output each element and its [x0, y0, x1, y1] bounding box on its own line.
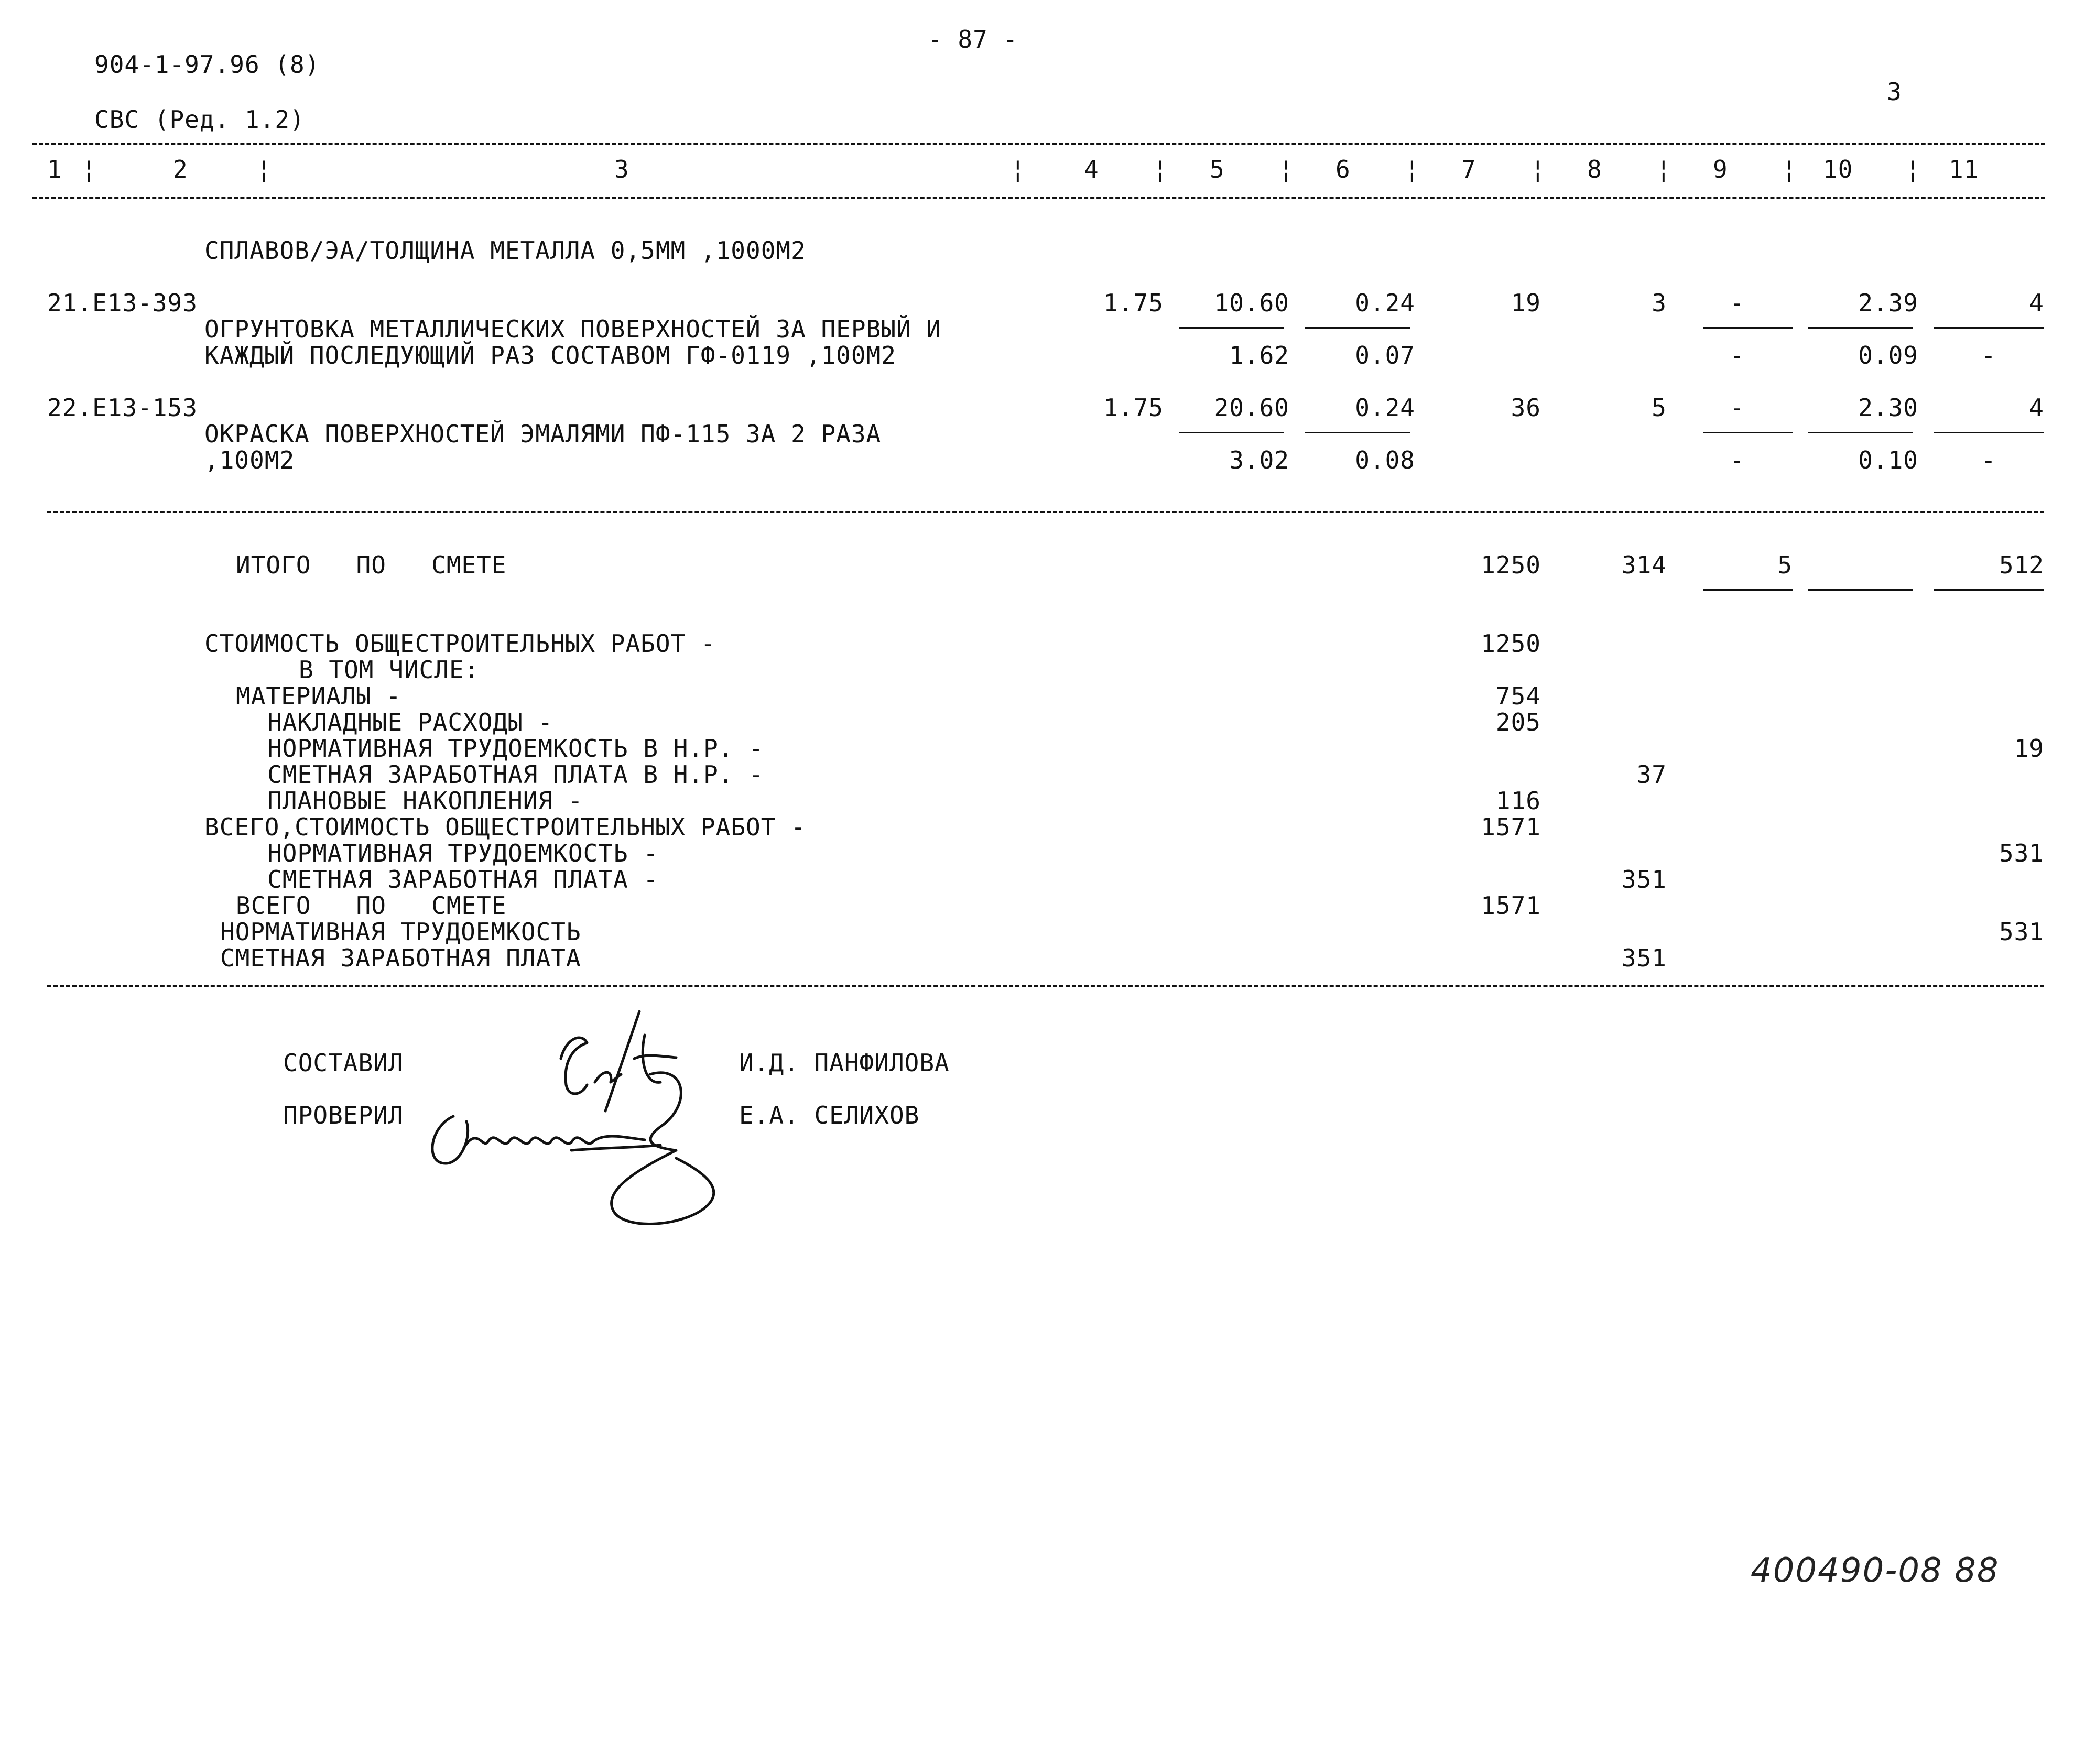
summary-c8: 351	[1621, 944, 1667, 972]
col-sep: ¦	[1656, 155, 1671, 183]
cell-c8: 5	[1652, 394, 1667, 422]
col-header-3: 3	[614, 155, 629, 183]
cell-c4: 1.75	[1103, 394, 1164, 422]
col-sep: ¦	[1153, 155, 1168, 183]
cell-c11-sub: -	[1981, 341, 1996, 369]
total-rule	[1703, 589, 1793, 591]
summary-c8: 37	[1636, 760, 1667, 789]
subtotal-rule	[1305, 327, 1410, 329]
item-description: ,100М2	[204, 446, 295, 474]
col-sep: ¦	[1279, 155, 1294, 183]
cell-c7: 36	[1511, 394, 1541, 422]
subtotal-rule	[1305, 432, 1410, 433]
col-sep: ¦	[1906, 155, 1921, 183]
col-sep: ¦	[257, 155, 272, 183]
summary-label: НОРМАТИВНАЯ ТРУДОЕМКОСТЬ В Н.Р. -	[267, 734, 764, 763]
summary-c7: 116	[1495, 787, 1541, 815]
cell-c9: -	[1730, 289, 1745, 317]
summary-label: НОРМАТИВНАЯ ТРУДОЕМКОСТЬ -	[267, 839, 659, 867]
summary-c11: 19	[2014, 734, 2044, 763]
cell-c10-sub: 0.09	[1858, 341, 1918, 369]
header-top-rule	[32, 143, 2045, 145]
item-code: 21.Е13-393	[47, 289, 198, 317]
sheet-number: 3	[1887, 78, 1902, 106]
cell-c9-sub: -	[1730, 341, 1745, 369]
summary-label: СТОИМОСТЬ ОБЩЕСТРОИТЕЛЬНЫХ РАБОТ -	[204, 629, 716, 658]
summary-label: НАКЛАДНЫЕ РАСХОДЫ -	[267, 708, 553, 736]
section-rule	[47, 511, 2044, 513]
cell-c5: 10.60	[1214, 289, 1289, 317]
item-code: 22.Е13-153	[47, 394, 198, 422]
total-rule	[1808, 589, 1913, 591]
header-bottom-rule	[32, 197, 2045, 199]
col-sep: ¦	[1011, 155, 1026, 183]
doc-code: 904-1-97.96 (8)	[94, 50, 320, 79]
cell-c7: 19	[1511, 289, 1541, 317]
compiled-by-label: СОСТАВИЛ	[283, 1049, 404, 1077]
summary-label: ВСЕГО,СТОИМОСТЬ ОБЩЕСТРОИТЕЛЬНЫХ РАБОТ -	[204, 813, 806, 841]
summary-c11: 531	[1999, 839, 2044, 867]
col-sep: ¦	[1530, 155, 1546, 183]
col-header-4: 4	[1084, 155, 1099, 183]
total-c9: 5	[1777, 551, 1793, 579]
subtotal-rule	[1934, 327, 2044, 329]
handwritten-signature	[414, 990, 791, 1232]
cell-c9-sub: -	[1730, 446, 1745, 474]
cell-c11: 4	[2029, 289, 2044, 317]
total-rule	[1934, 589, 2044, 591]
col-header-1: 1	[47, 155, 62, 183]
cell-c6: 0.24	[1355, 394, 1415, 422]
col-sep: ¦	[1782, 155, 1797, 183]
col-header-6: 6	[1335, 155, 1351, 183]
col-header-2: 2	[173, 155, 188, 183]
compiled-by-name: И.Д. ПАНФИЛОВА	[739, 1049, 950, 1077]
col-header-7: 7	[1461, 155, 1476, 183]
program-version: СВС (Ред. 1.2)	[94, 105, 305, 134]
summary-label: СМЕТНАЯ ЗАРАБОТНАЯ ПЛАТА В Н.Р. -	[267, 760, 764, 789]
cell-c10: 2.30	[1858, 394, 1918, 422]
page-number: - 87 -	[928, 25, 1018, 53]
col-header-10: 10	[1823, 155, 1853, 183]
subtotal-rule	[1934, 432, 2044, 433]
cell-c10-sub: 0.10	[1858, 446, 1918, 474]
cell-c4: 1.75	[1103, 289, 1164, 317]
subtotal-rule	[1703, 327, 1793, 329]
subtotal-rule	[1703, 432, 1793, 433]
summary-c7: 1571	[1481, 891, 1541, 920]
col-header-11: 11	[1949, 155, 1979, 183]
total-label: ИТОГО ПО СМЕТЕ	[236, 551, 507, 579]
checked-by-name: Е.А. СЕЛИХОВ	[739, 1101, 920, 1129]
cell-c6-sub: 0.07	[1355, 341, 1415, 369]
summary-label: МАТЕРИАЛЫ -	[236, 682, 401, 710]
item-description: ОКРАСКА ПОВЕРХНОСТЕЙ ЭМАЛЯМИ ПФ-115 ЗА 2 РАЗА	[204, 420, 882, 448]
cell-c8: 3	[1652, 289, 1667, 317]
summary-c8: 351	[1621, 865, 1667, 894]
total-c7: 1250	[1481, 551, 1541, 579]
col-header-8: 8	[1587, 155, 1602, 183]
item-description: КАЖДЫЙ ПОСЛЕДУЮЩИЙ РАЗ СОСТАВОМ ГФ-0119 ,100М2	[204, 341, 896, 369]
summary-c11: 531	[1999, 918, 2044, 946]
summary-label: В ТОМ ЧИСЛЕ:	[299, 656, 480, 684]
cell-c11: 4	[2029, 394, 2044, 422]
summary-label: ВСЕГО ПО СМЕТЕ	[236, 891, 507, 920]
subtotal-rule	[1179, 432, 1284, 433]
handwritten-archive-number: 400490-08 88	[1751, 1551, 2000, 1590]
total-c8: 314	[1621, 551, 1667, 579]
subtotal-rule	[1808, 432, 1913, 433]
col-header-9: 9	[1713, 155, 1728, 183]
cell-c6-sub: 0.08	[1355, 446, 1415, 474]
col-sep: ¦	[82, 155, 97, 183]
col-header-5: 5	[1210, 155, 1225, 183]
cell-c11-sub: -	[1981, 446, 1996, 474]
cell-c5-sub: 3.02	[1229, 446, 1289, 474]
cell-c10: 2.39	[1858, 289, 1918, 317]
cell-c5: 20.60	[1214, 394, 1289, 422]
summary-label: ПЛАНОВЫЕ НАКОПЛЕНИЯ -	[267, 787, 583, 815]
cell-c9: -	[1730, 394, 1745, 422]
subtotal-rule	[1808, 327, 1913, 329]
summary-c7: 1250	[1481, 629, 1541, 658]
cell-c5-sub: 1.62	[1229, 341, 1289, 369]
cell-c6: 0.24	[1355, 289, 1415, 317]
end-rule	[47, 985, 2044, 987]
summary-c7: 754	[1495, 682, 1541, 710]
summary-label: НОРМАТИВНАЯ ТРУДОЕМКОСТЬ	[220, 918, 581, 946]
continued-description: СПЛАВОВ/ЭА/ТОЛЩИНА МЕТАЛЛА 0,5ММ ,1000М2	[204, 236, 806, 265]
col-sep: ¦	[1405, 155, 1420, 183]
summary-c7: 205	[1495, 708, 1541, 736]
summary-c7: 1571	[1481, 813, 1541, 841]
summary-label: СМЕТНАЯ ЗАРАБОТНАЯ ПЛАТА	[220, 944, 581, 972]
total-c11: 512	[1999, 551, 2044, 579]
item-description: ОГРУНТОВКА МЕТАЛЛИЧЕСКИХ ПОВЕРХНОСТЕЙ ЗА ПЕРВЫЙ И	[204, 315, 942, 343]
checked-by-label: ПРОВЕРИЛ	[283, 1101, 404, 1129]
subtotal-rule	[1179, 327, 1284, 329]
summary-label: СМЕТНАЯ ЗАРАБОТНАЯ ПЛАТА -	[267, 865, 659, 894]
